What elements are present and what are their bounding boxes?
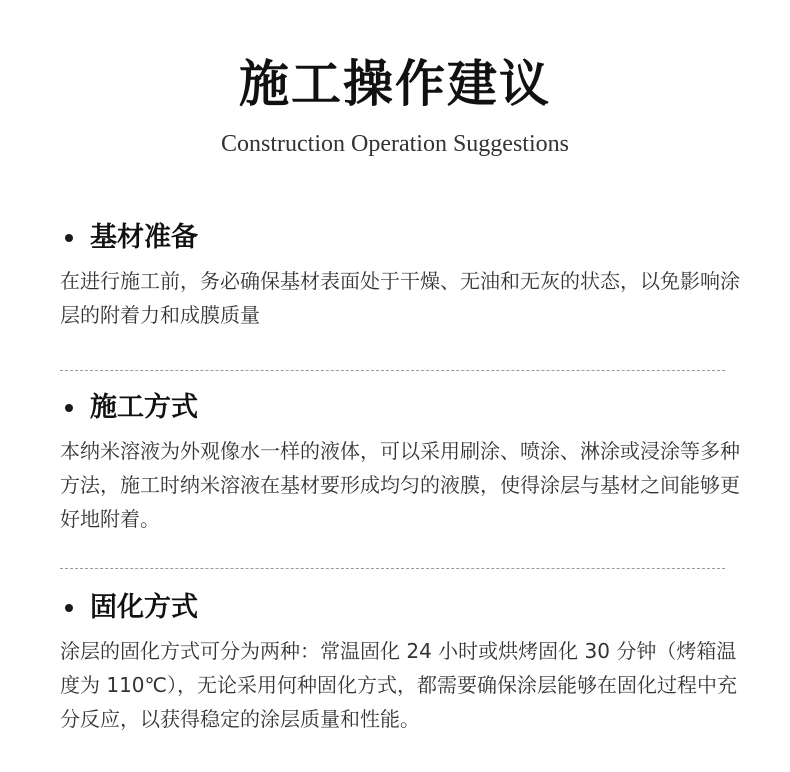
page-subtitle: Construction Operation Suggestions: [221, 131, 569, 157]
section-title: 固化方式: [90, 592, 198, 623]
section-body: 在进行施工前，务必确保基材表面处于干燥、无油和无灰的状态，以免影响涂层的附着力和成膜质量: [60, 269, 740, 327]
section-heading: [60, 388, 750, 428]
section-curing-method: [60, 588, 750, 736]
section-title: 施工方式: [90, 392, 198, 423]
section-application-method: [60, 388, 750, 536]
section-substrate-preparation: [60, 218, 750, 332]
dashed-divider: [60, 568, 725, 569]
page-title: 施工操作建议: [239, 54, 551, 113]
dashed-divider: [60, 370, 725, 371]
bullet-icon: [65, 604, 73, 612]
section-body: 涂层的固化方式可分为两种：常温固化 24 小时或烘烤固化 30 分钟（烤箱温度为 110℃），无论采用何种固化方式，都需要确保涂层能够在固化过程中充分反应，以获得稳定的涂层质量和性能。: [60, 639, 737, 731]
bullet-icon: [65, 234, 73, 242]
section-heading: [60, 588, 750, 628]
bullet-icon: [65, 404, 73, 412]
section-title: 基材准备: [90, 222, 198, 253]
section-body: 本纳米溶液为外观像水一样的液体，可以采用刷涂、喷涂、淋涂或浸涂等多种方法，施工时纳米溶液在基材要形成均匀的液膜，使得涂层与基材之间能够更好地附着。: [60, 439, 740, 531]
section-heading: [60, 218, 750, 258]
